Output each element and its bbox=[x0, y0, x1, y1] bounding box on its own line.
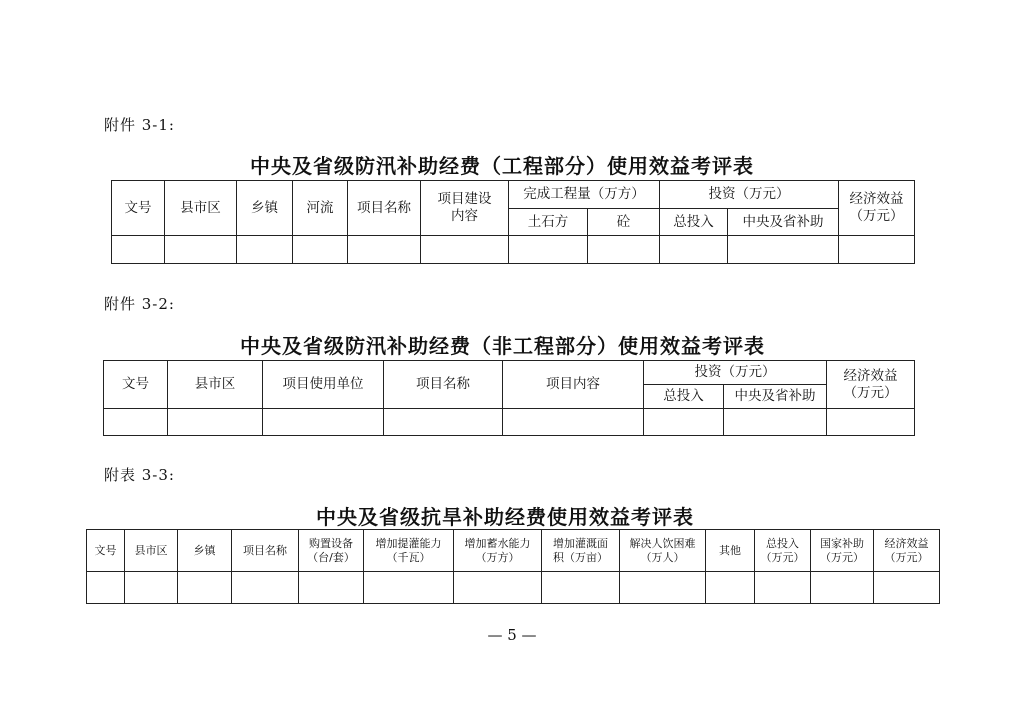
table-cell bbox=[588, 236, 660, 264]
table-cell bbox=[232, 572, 299, 604]
header-xianshiqu: 县市区 bbox=[165, 181, 237, 236]
table-row bbox=[112, 236, 915, 264]
header-gouzhi-shebei: 购置设备（台/套） bbox=[299, 530, 364, 572]
header-xianshiqu: 县市区 bbox=[168, 361, 263, 409]
table-cell bbox=[165, 236, 237, 264]
header-jingji-xiaoyi: 经济效益（万元） bbox=[827, 361, 915, 409]
header-xiangmu-neirong: 项目内容 bbox=[503, 361, 644, 409]
header-guangai-mianji: 增加灌溉面积（万亩） bbox=[542, 530, 620, 572]
section3-title: 中央及省级抗旱补助经费使用效益考评表 bbox=[316, 505, 694, 529]
table-flood-engineering bbox=[111, 180, 915, 264]
header-xiangzhen: 乡镇 bbox=[237, 181, 293, 236]
section1-title: 中央及省级防汛补助经费（工程部分）使用效益考评表 bbox=[250, 154, 754, 178]
header-guojia-buzhu: 国家补助（万元） bbox=[811, 530, 874, 572]
header-tiguan-nengli: 增加提灌能力（千瓦） bbox=[364, 530, 454, 572]
table-cell bbox=[706, 572, 755, 604]
header-xiangzhen: 乡镇 bbox=[178, 530, 232, 572]
table-cell bbox=[364, 572, 454, 604]
table-cell bbox=[839, 236, 915, 264]
table-cell bbox=[728, 236, 839, 264]
table-cell bbox=[299, 572, 364, 604]
table-cell bbox=[348, 236, 421, 264]
table-cell bbox=[503, 409, 644, 436]
table-cell bbox=[384, 409, 503, 436]
table-cell bbox=[454, 572, 542, 604]
table-cell bbox=[112, 236, 165, 264]
table-cell bbox=[87, 572, 125, 604]
table-cell bbox=[811, 572, 874, 604]
header-zong-touru: 总投入（万元） bbox=[755, 530, 811, 572]
section1-label: 附件 3-1: bbox=[104, 116, 175, 134]
table-cell bbox=[644, 409, 724, 436]
table-cell bbox=[755, 572, 811, 604]
header-qita: 其他 bbox=[706, 530, 755, 572]
header-zong-touru: 总投入 bbox=[660, 209, 728, 236]
table-cell bbox=[125, 572, 178, 604]
header-wenhao: 文号 bbox=[87, 530, 125, 572]
table-cell bbox=[724, 409, 827, 436]
header-xiangmu-mingcheng: 项目名称 bbox=[232, 530, 299, 572]
header-xushui-nengli: 增加蓄水能力（万方） bbox=[454, 530, 542, 572]
header-xianshiqu: 县市区 bbox=[125, 530, 178, 572]
section2-title: 中央及省级防汛补助经费（非工程部分）使用效益考评表 bbox=[240, 334, 765, 358]
header-wenhao: 文号 bbox=[104, 361, 168, 409]
table-cell bbox=[620, 572, 706, 604]
header-yinshui-kunnan: 解决人饮困难（万人） bbox=[620, 530, 706, 572]
header-jingji-xiaoyi: 经济效益（万元） bbox=[839, 181, 915, 236]
header-touzi: 投资（万元） bbox=[660, 181, 839, 209]
table-row bbox=[104, 409, 915, 436]
header-tushifang: 土石方 bbox=[509, 209, 588, 236]
header-xiangmu-mingcheng: 项目名称 bbox=[384, 361, 503, 409]
table-cell bbox=[263, 409, 384, 436]
header-zhongyang-bushu: 中央及省补助 bbox=[724, 385, 827, 409]
header-touzi: 投资（万元） bbox=[644, 361, 827, 385]
table-cell bbox=[178, 572, 232, 604]
header-jingji-xiaoyi: 经济效益（万元） bbox=[874, 530, 940, 572]
table-cell bbox=[237, 236, 293, 264]
table-flood-non-engineering bbox=[103, 360, 915, 436]
header-xiangmu-mingcheng: 项目名称 bbox=[348, 181, 421, 236]
header-tong: 砼 bbox=[588, 209, 660, 236]
table-cell bbox=[874, 572, 940, 604]
header-heliu: 河流 bbox=[293, 181, 348, 236]
section3-label: 附表 3-3: bbox=[104, 466, 175, 484]
page-number: — 5 — bbox=[487, 626, 537, 644]
table-cell bbox=[827, 409, 915, 436]
header-shiyong-danwei: 项目使用单位 bbox=[263, 361, 384, 409]
table-cell bbox=[509, 236, 588, 264]
table-cell bbox=[293, 236, 348, 264]
table-cell bbox=[104, 409, 168, 436]
table-cell bbox=[660, 236, 728, 264]
header-jianshe-neirong: 项目建设内容 bbox=[421, 181, 509, 236]
table-cell bbox=[542, 572, 620, 604]
table-row bbox=[87, 572, 940, 604]
header-zhongyang-bushu: 中央及省补助 bbox=[728, 209, 839, 236]
header-wenhao: 文号 bbox=[112, 181, 165, 236]
section2-label: 附件 3-2: bbox=[104, 295, 175, 313]
table-cell bbox=[168, 409, 263, 436]
header-zong-touru: 总投入 bbox=[644, 385, 724, 409]
table-cell bbox=[421, 236, 509, 264]
header-wancheng-gongchengliang: 完成工程量（万方） bbox=[509, 181, 660, 209]
table-drought-relief bbox=[86, 529, 940, 604]
